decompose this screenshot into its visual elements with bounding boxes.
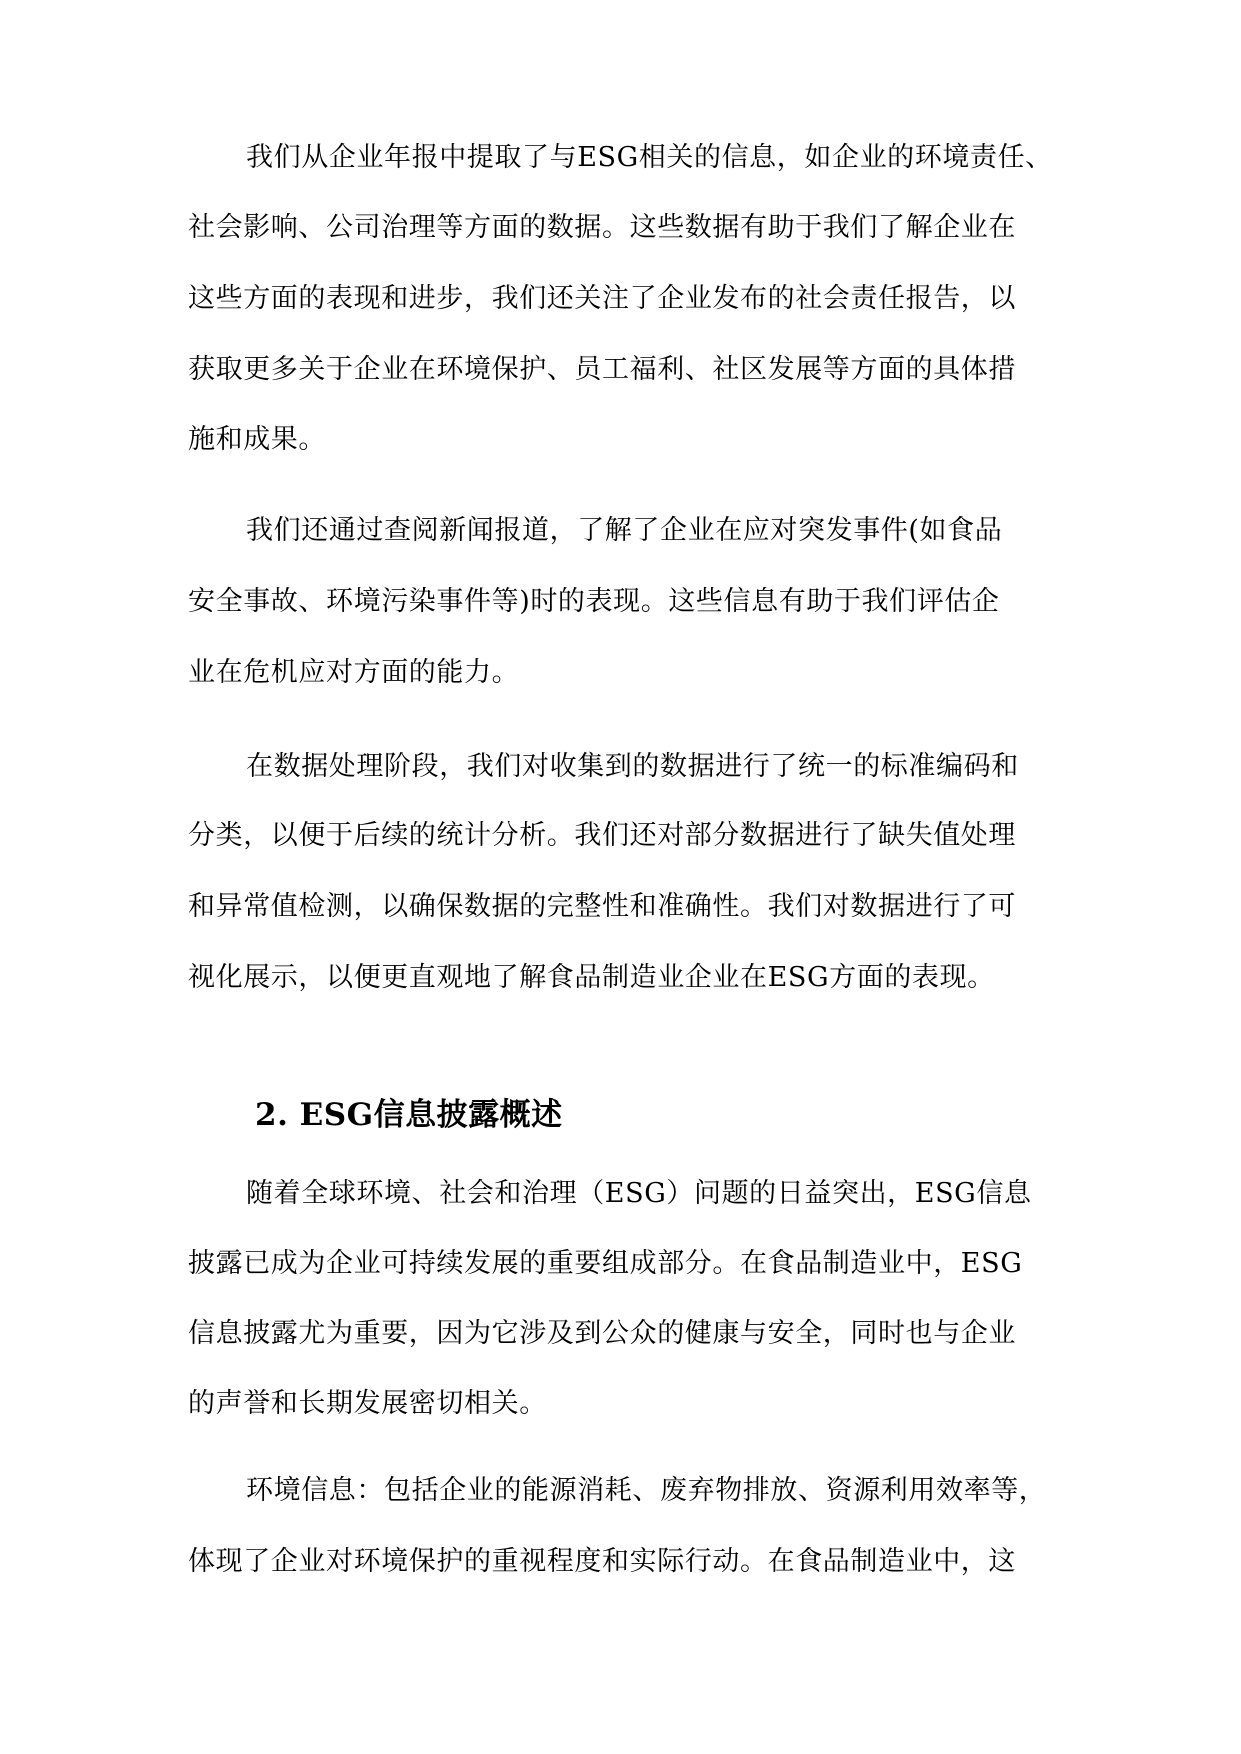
section-paragraph-1-line-4: 的声誉和长期发展密切相关。	[188, 1388, 547, 1419]
paragraph-2-line-1: 我们还通过查阅新闻报道，了解了企业在应对突发事件(如食品	[246, 515, 1003, 546]
paragraph-3-line-2: 分类，以便于后续的统计分析。我们还对部分数据进行了缺失值处理	[188, 820, 1016, 851]
paragraph-3-line-3: 和异常值检测，以确保数据的完整性和准确性。我们对数据进行了可	[188, 891, 1016, 922]
paragraph-2-line-3: 业在危机应对方面的能力。	[188, 657, 520, 688]
section-heading: 2. ESG信息披露概述	[255, 1097, 563, 1133]
section-paragraph-1-line-3: 信息披露尤为重要，因为它涉及到公众的健康与安全，同时也与企业	[188, 1318, 1016, 1349]
paragraph-1-line-3: 这些方面的表现和进步，我们还关注了企业发布的社会责任报告，以	[188, 283, 1016, 314]
paragraph-1-line-4: 获取更多关于企业在环境保护、员工福利、社区发展等方面的具体措	[188, 354, 1016, 385]
section-paragraph-2-line-1: 环境信息：包括企业的能源消耗、废弃物排放、资源利用效率等，	[246, 1475, 1047, 1506]
paragraph-1-line-2: 社会影响、公司治理等方面的数据。这些数据有助于我们了解企业在	[188, 212, 1016, 243]
section-paragraph-2-line-2: 体现了企业对环境保护的重视程度和实际行动。在食品制造业中，这	[188, 1546, 1016, 1577]
paragraph-3-line-1: 在数据处理阶段，我们对收集到的数据进行了统一的标准编码和	[246, 751, 1019, 782]
paragraph-3-line-4: 视化展示，以便更直观地了解食品制造业企业在ESG方面的表现。	[188, 962, 995, 993]
paragraph-1-line-5: 施和成果。	[188, 424, 326, 455]
section-paragraph-1-line-2: 披露已成为企业可持续发展的重要组成部分。在食品制造业中，ESG	[188, 1248, 1023, 1279]
paragraph-1-line-1: 我们从企业年报中提取了与ESG相关的信息，如企业的环境责任、	[246, 142, 1053, 173]
section-paragraph-1-line-1: 随着全球环境、社会和治理（ESG）问题的日益突出，ESG信息	[246, 1178, 1032, 1209]
paragraph-2-line-2: 安全事故、环境污染事件等)时的表现。这些信息有助于我们评估企	[188, 586, 1000, 617]
